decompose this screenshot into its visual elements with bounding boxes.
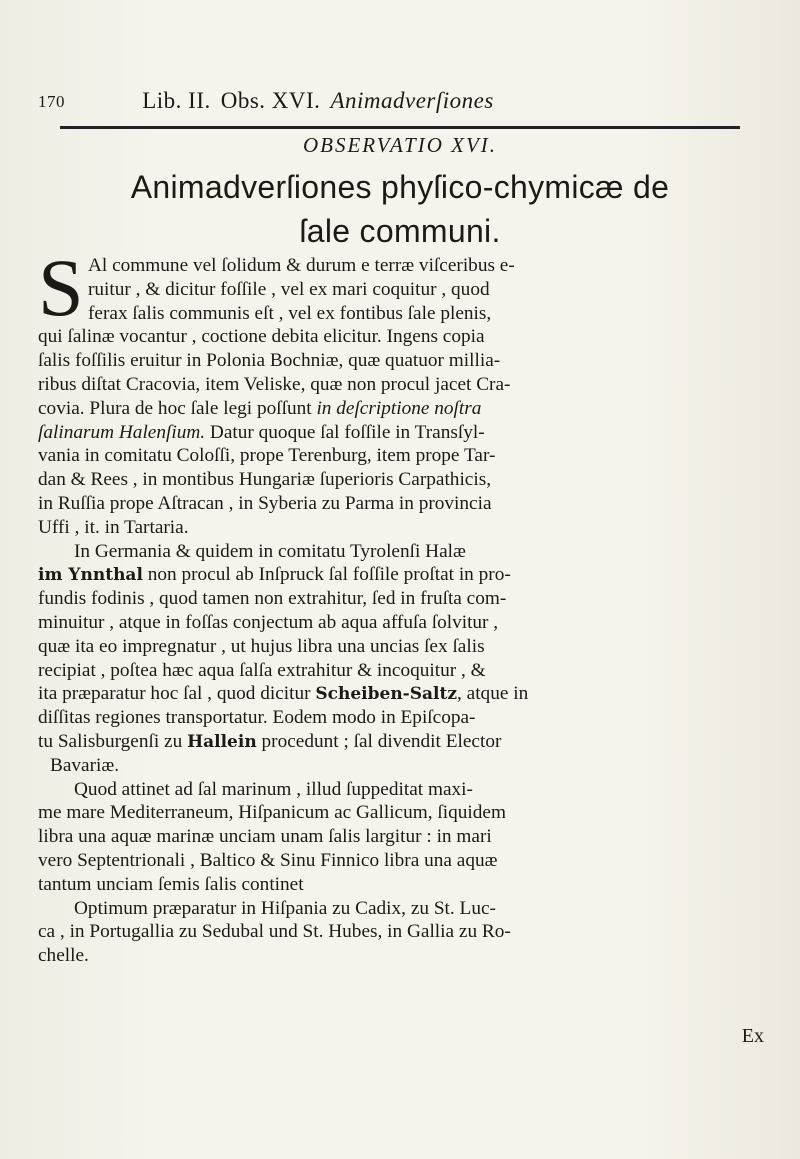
text-line: diſſitas regiones transportatur. Eodem modo in Epiſcopa- — [38, 707, 476, 729]
running-head-book: Lib. II. — [142, 88, 211, 113]
text-line: vania in comitatu Coloſſi, prope Terenburg, item prope Tar- — [38, 445, 496, 467]
running-head-obs: Obs. XVI. — [220, 88, 321, 113]
text-line — [38, 563, 762, 587]
text-line: ruitur , & dicitur foſſile , vel ex mari coquitur , quod — [88, 278, 490, 300]
italic-reference: in deſcriptione noſtra — [316, 397, 482, 419]
text-line: dan & Rees , in montibus Hungariæ ſuperioris Carpathicis, — [38, 469, 492, 491]
text-line: In Germania & quidem in comitatu Tyrolenſi Halæ — [74, 540, 466, 562]
text-line: Bavariæ. — [50, 754, 120, 776]
text-segment: , atque in — [457, 683, 529, 705]
text-segment: procedunt ; ſal divendit Elector — [256, 730, 502, 752]
text-line — [38, 421, 762, 445]
text-segment: tu Salisburgenſi zu — [38, 730, 188, 752]
head-rule — [60, 126, 740, 129]
text-segment: non procul ab Inſpruck ſal foſſile proſtat in pro- — [142, 564, 511, 586]
text-line: ribus diſtat Cracovia, item Veliske, quæ non procul jacet Cra- — [38, 373, 511, 395]
body-text — [38, 242, 762, 968]
text-line: ferax ſalis communis eſt , vel ex fontibus ſale plenis, — [88, 302, 492, 324]
text-line: ſalis foſſilis eruitur in Polonia Bochniæ, quæ quatuor millia- — [38, 350, 501, 372]
text-line: qui ſalinæ vocantur , coctione debita elicitur. Ingens copia — [38, 326, 485, 348]
text-line — [38, 730, 762, 754]
blackletter-word: im Ynnthal — [38, 565, 143, 586]
text-line: ca , in Portugallia zu Sedubal und St. Hubes, in Gallia zu Ro- — [38, 921, 511, 943]
blackletter-word: Hallein — [187, 731, 257, 752]
text-line: Optimum præparatur in Hiſpania zu Cadix, zu St. Luc- — [74, 897, 496, 919]
text-line: Al commune vel ſolidum & durum e terræ viſceribus e- — [88, 255, 515, 276]
text-line: chelle. — [38, 945, 89, 967]
text-segment: ita præparatur hoc ſal , quod dicitur — [38, 683, 316, 705]
page-number: 170 — [38, 92, 65, 111]
text-line — [38, 397, 762, 421]
text-line: me mare Mediterraneum, Hiſpanicum ac Gallicum, ſiquidem — [38, 802, 506, 824]
running-head — [38, 88, 758, 122]
article-title — [0, 165, 800, 253]
observatio-heading: OBSERVATIO XVI. — [302, 133, 498, 157]
catchword: Ex — [741, 1025, 764, 1047]
text-line: vero Septentrionali , Baltico & Sinu Finnico libra una aquæ — [38, 849, 498, 871]
text-line: fundis fodinis , quod tamen non extrahitur, ſed in fruſta com- — [38, 588, 507, 610]
text-line: Uffi , it. in Tartaria. — [38, 516, 189, 538]
text-line: in Ruſſia prope Aſtracan , in Syberia zu Parma in provincia — [38, 492, 492, 514]
article-title-line-2: ſale communi. — [299, 213, 501, 249]
text-line: tantum unciam ſemis ſalis continet — [38, 873, 304, 895]
blackletter-word: Scheiben-Saltz — [315, 684, 457, 705]
drop-cap: S — [38, 242, 84, 333]
text-segment: Datur quoque ſal foſſile in Transſyl- — [205, 421, 485, 443]
italic-reference: ſalinarum Halenſium. — [38, 421, 206, 443]
text-line: minuitur , atque in foſſas conjectum ab aqua affuſa ſolvitur , — [38, 611, 499, 633]
text-line: Quod attinet ad ſal marinum , illud ſuppeditat maxi- — [74, 778, 473, 800]
text-line: libra una aquæ marinæ unciam unam ſalis largitur : in mari — [38, 826, 492, 848]
text-segment: covia. Plura de hoc ſale legi poſſunt — [38, 397, 317, 419]
text-line: recipiat , poſtea hæc aqua ſalſa extrahitur & incoquitur , & — [38, 659, 486, 681]
text-line — [38, 682, 762, 706]
text-line: quæ ita eo impregnatur , ut hujus libra una uncias ſex ſalis — [38, 635, 485, 657]
running-head-title: Animadverſiones — [330, 88, 494, 113]
article-title-line-1: Animadverſiones phyſico-chymicæ de — [130, 169, 670, 205]
